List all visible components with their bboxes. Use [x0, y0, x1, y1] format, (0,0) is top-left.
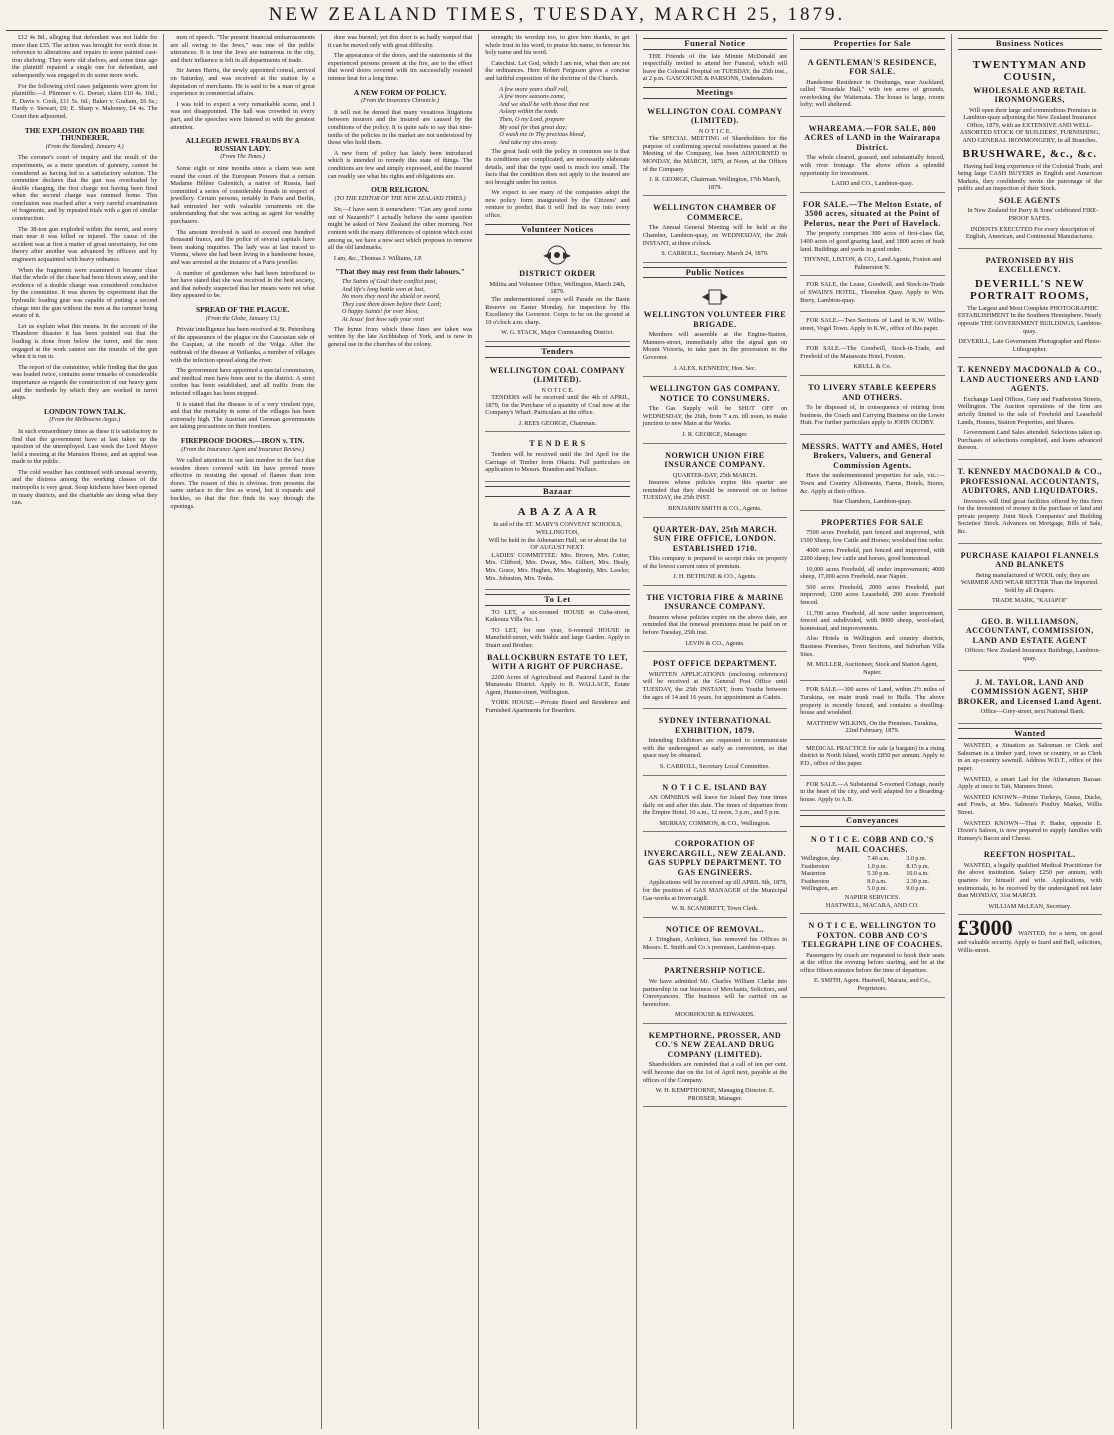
- table-cell: 7.40 a.m.: [867, 856, 890, 863]
- ad-body: 11,700 acres Freehold, all now under improvement, fenced and subdivided, with 8000 sheep, wool-shed, homestead, and improvements.: [800, 609, 945, 632]
- article-paragraph: We called attention in our last number to the fact that wooden doors covered with tin have proved more effective in resisting the spread of flames than iron doors. The reason of this is obvious. Iron presents the same surface to the fire as wood, but it expands and buckles, so that the fire finds its way through the openings.: [170, 457, 315, 510]
- exhibition-ad: [643, 711, 787, 775]
- medical-practice-ad: [800, 742, 944, 776]
- ad-body: 4000 acres Freehold, part fenced and improved, with 2200 sheep, few cattle and horses, good homestead.: [800, 547, 945, 562]
- poem-line: Then, O my Lord, prepare: [499, 115, 565, 123]
- table-cell: 5.30 p.m.: [867, 871, 890, 878]
- table-cell: Featherston: [801, 878, 830, 885]
- timber-tender-ad: [485, 434, 629, 481]
- ad-body: The undermentioned corps will Parade on the Basin Reserve on Easter Monday, for inspection by His Excellency the Governor. Corps to be on the ground at 10 o'clock a.m. sharp.: [485, 295, 630, 326]
- column-4: [478, 34, 635, 1429]
- ad-title: BALLOCKBURN ESTATE TO LET, WITH A RIGHT OF PURCHASE.: [487, 652, 628, 672]
- table-row: [800, 864, 944, 872]
- ad-title: N O T I C E. ISLAND BAY: [662, 782, 768, 792]
- article-headline: THE EXPLOSION ON BOARD THE THUNDERER.: [24, 125, 145, 143]
- ad-title: PROPERTIES FOR SALE: [821, 517, 924, 527]
- poem-line: Asleep within the tomb.: [499, 108, 559, 116]
- ad-title: CORPORATION OF INVERCARGILL, NEW ZEALAND. GAS SUPPLY DEPARTMENT. TO GAS ENGINEERS.: [643, 839, 787, 877]
- taylor-ad: [958, 673, 1102, 724]
- livery-ad: [800, 378, 944, 435]
- ad-signature: E. SMITH, Agent. Hastwell, Macara, and Co., Proprietors.: [814, 977, 931, 993]
- properties-list-ad: [800, 513, 944, 682]
- article-source: (From the Insurance Chronicle.): [360, 98, 440, 105]
- ad-body: Passengers by coach are requested to book their seats at the office the evening before starting, and be at the office fifteen minutes before the time of departure.: [800, 951, 945, 974]
- photographer-ad: [958, 251, 1102, 359]
- article-paragraph: The great fault with the policy in common use is that its conditions are complicated, are necessarily elaborate details, and that the type used is much too small. The facts that the condition does not apply to the insured are not brought under his notice.: [485, 148, 630, 186]
- ad-signature: HASTWELL, MACARA, AND CO.: [825, 901, 919, 909]
- article-paragraph: A new form of policy has lately been introduced which is intended to remedy this state of things. The conditions are few and simply expressed, and the insured can readily see what his rights and obligations are.: [327, 149, 473, 180]
- classified-ad: YORK HOUSE.—Private Board and Residence and Furnished Apartments for Boarders.: [485, 699, 630, 715]
- ad-body: INDENTS EXECUTED For every description of English, American, and Continental Manufactures.: [965, 225, 1095, 241]
- article-headline: ALLEGED JEWEL FRAUDS BY A RUSSIAN LADY.: [185, 136, 300, 153]
- article-paragraph: I was told to expect a very remarkable scene, and I was not disappointed. The hall was crowded in every part, and the speeches were listened to with the greatest attention.: [170, 100, 315, 131]
- ad-body: Will open their large and commodious Premises in Lambton-quay adjoining the New Zealand Insurance Office, 1879, with an EXTENSIVE AND WELL-ASSORTED STOCK OF BUILDERS', FURNISHING, AND GENERAL IRONMONGERY, In all Branches.: [959, 106, 1100, 144]
- article-source: (From the Globe, January 13.): [205, 315, 280, 322]
- column-1: [6, 34, 163, 1429]
- article-paragraph: It will not be denied that many vexatious litigations between insurers and the insured are caused by the conditions of the policy. It is quite safe to say that nine-tenths of the policies in the market are not understood by those who hold them.: [327, 108, 473, 147]
- ad-title: QUARTER-DAY, 25th MARCH. SUN FIRE OFFICE, LONDON. ESTABLISHED 1710.: [652, 524, 778, 553]
- section-header-conveyances: Conveyances: [800, 815, 944, 827]
- land-agents-ad: [958, 360, 1102, 460]
- ad-title: POST OFFICE DEPARTMENT.: [652, 659, 777, 669]
- money-wanted-ad: [958, 917, 1102, 954]
- williamson-ad: [958, 612, 1102, 671]
- article-paragraph: The report of the committee, while finding that the gun was loaded twice, contains some remarks of considerable importance as regards the construction of our heavy guns and the methods by which they are worked in turret ships.: [12, 363, 158, 402]
- ad-title: TO LIVERY STABLE KEEPERS AND OTHERS.: [808, 383, 937, 402]
- article-paragraph: door was burned; yet this door is as badly warped that it can be moved only with great difficulty.: [327, 34, 473, 49]
- ad-title: MESSRS. WATTY and AMES, Hotel Brokers, Valuers, and General Commission Agents.: [801, 441, 943, 470]
- poem: [485, 86, 629, 147]
- ad-signature: J. H. BETHUNE & CO., Agents.: [673, 573, 757, 581]
- article-headline: LONDON TOWN TALK.: [44, 406, 126, 416]
- property-ad: [800, 342, 944, 376]
- cottage-ad: [800, 778, 944, 812]
- classified-ad: WANTED, a Situation as Salesman or Clerk and Salesman in a timber yard, town or country, or as Clerk in an up-country sawmill. Address W.D.T., office of this paper.: [957, 742, 1102, 773]
- ad-title: N O T I C E. COBB AND CO.'S MAIL COACHES.: [810, 835, 934, 854]
- coal-tender-ad: [485, 361, 629, 433]
- poem-line: A few more years shall roll,: [499, 85, 569, 93]
- ad-body: FOR SALE, the Lease, Goodwill, and Stock-in-Trade of SWAIN'S HOTEL, Thorndon Quay. Apply to Wm. Berry, Lambton-quay.: [800, 281, 945, 304]
- table-cell: Wellington, dep.: [801, 856, 841, 863]
- ad-signature: MURRAY, COMMON, & CO., Wellington.: [659, 819, 771, 827]
- ad-body: FOR SALE.—The Goodwill, Stock-in-Trade, and Freehold of the Manawatu Hotel, Foxton.: [800, 345, 945, 360]
- ad-title: WELLINGTON GAS COMPANY. NOTICE TO CONSUMERS.: [649, 384, 781, 403]
- crest-icon: [485, 244, 629, 266]
- ad-signature: DEVERILL, Late Government Photographer and Photo-Lithographer.: [958, 338, 1102, 353]
- ad-body: WRITTEN APPLICATIONS (enclosing references) will be received at the General Post Office until TUESDAY, the 25th INSTANT, from Youths between the ages of 14 and 16 years, for appointment as Cadets.: [642, 670, 788, 701]
- table-cell: 8.0 a.m.: [867, 878, 887, 885]
- column-6: [793, 34, 950, 1429]
- ad-body: Have the undermentioned properties for sale, viz.:—Town and Country Allotments, Farms, Hotels, Stores, &c. Apply at their offices.: [800, 472, 945, 495]
- article-paragraph: Sir James Harris, the newly appointed consul, arrived on Saturday, and was received at the station by a deputation of merchants. He is said to be a man of great experience in commercial affairs.: [170, 67, 315, 98]
- ad-signature: J. R. GEORGE, Chairman. Wellington, 17th March, 1879.: [649, 176, 781, 191]
- ad-title: T E N D E R S: [529, 439, 586, 449]
- article-paragraph: The appearance of the doors, and the statements of the experienced persons present at the fire, are to the effect that wood doors covered with tin successfully resisted intense heat for a long time.: [327, 52, 473, 82]
- ad-body: 500 acres Freehold, 2000 acres Freehold, part improved; 1200 acres Leasehold, 200 acres Freehold fenced.: [800, 583, 945, 606]
- ad-signature: M. MULLER, Auctioneer, Stock and Station Agent, Napier.: [806, 661, 938, 676]
- ironmongers-ad: [958, 53, 1102, 249]
- ad-subtitle: NAPIER SERVICES.: [844, 894, 900, 901]
- article-source: (From the Standard, January 4.): [45, 143, 124, 150]
- insurance-ad: [643, 520, 787, 586]
- coach-timetable-ad: [800, 830, 944, 914]
- article-paragraph: The government have appointed a special commission, and medical men have been sent to the district. A strict cordon has been established, and all traffic from the infected villages has been stopped.: [170, 367, 315, 397]
- classified-ad: THE Friends of the late Minnie McDonald are respectfully invited to attend her Funeral, which will leave the Colonial Hospital on TUESDAY, the 25th inst., at 2 p.m. GASCOIGNE & PARSONS, Undertakers.: [642, 52, 788, 83]
- ad-title: REEFTON HOSPITAL.: [983, 850, 1076, 860]
- article-source: (From the Insurance Agent and Insurance Review.): [181, 446, 304, 453]
- ad-heading: DEVERILL'S NEW PORTRAIT ROOMS,: [970, 277, 1090, 302]
- section-header-bazaar: Bazaar: [485, 486, 629, 498]
- property-ad: [800, 314, 944, 340]
- section-header-volunteer: Volunteer Notices: [485, 224, 629, 236]
- ad-body: Shareholders are reminded that a call of ten per cent. will become due on the 1st of April next, payable at the offices of the Company.: [642, 1061, 788, 1084]
- column-3: [321, 34, 478, 1429]
- table-cell: 2.30 p.m.: [906, 878, 930, 885]
- ad-signature: THYNNE, LISTON, & CO., Land Agents, Foxton and Palmerston N.: [803, 256, 942, 271]
- article-headline: FIREPROOF DOORS.—IRON v. TIN.: [180, 435, 305, 445]
- article-signature: I am, &c., Thomas J. Williams, J.P.: [333, 254, 423, 262]
- ad-body: WANTED, a legally qualified Medical Practitioner for the above institution. Salary £250 per annum, with quarters for himself and wife. Applications, with testimonials, to be received by the undersigned not later than MONDAY, 31st MARCH.: [957, 861, 1102, 900]
- article-paragraph: Private intelligence has been received at St. Petersburg of the appearance of the plague on the Caucasian side of the Caspian, at the mouth of the Volga. After the outbreak of the disease at Vetlianka, a number of villages with the infection spread along the river.: [170, 326, 315, 364]
- bazaar-ad: [485, 500, 629, 590]
- gas-engineers-ad: [643, 834, 787, 917]
- ad-body: The SPECIAL MEETING of Shareholders for the purpose of confirming special resolutions passed at the Meeting of the Company, has been ADJOURNED to MONDAY, the MARCH, 1879, at Noon, at the Offices of the Company.: [642, 135, 788, 173]
- ad-subtitle: Will be held in the Athenæum Hall, on or about the 1st OF AUGUST NEXT.: [488, 536, 627, 552]
- ad-title: TWENTYMAN AND COUSIN,: [972, 58, 1087, 83]
- post-office-ad: [643, 654, 787, 709]
- ad-signature: W. B. SCANDRETT, Town Clerk.: [671, 905, 759, 913]
- insurance-ad: [643, 446, 787, 518]
- poem: [328, 278, 472, 324]
- property-ad: [800, 119, 944, 193]
- ad-signature: W. G. STACK, Major Commanding District.: [501, 329, 614, 337]
- table-row: [800, 871, 944, 879]
- ad-title: GEO. B. WILLIAMSON, ACCOUNTANT, COMMISSION, LAND AND ESTATE AGENT: [965, 616, 1094, 645]
- ad-body: 7500 acres Freehold, part fenced and improved, with 1500 Sheep, few Cattle and Horses; woolshed fine order.: [800, 529, 945, 544]
- district-order-ad: [485, 238, 629, 342]
- table-row: [800, 856, 944, 864]
- ad-title: WELLINGTON CHAMBER OF COMMERCE.: [653, 203, 777, 222]
- ad-subtitle: WHOLESALE AND RETAIL IRONMONGERS,: [973, 85, 1087, 105]
- ad-body: Insurers whose policies expire on the above date, are reminded that the renewal premiums must be paid on or before Tuesday, 25th inst.: [642, 613, 788, 637]
- ad-body: Government Land Sales attended. Selections taken up. Purchases of selections completed, and loans advanced thereon.: [957, 429, 1102, 452]
- article-paragraph: The hymn from which these lines are taken was written by the late Archbishop of York, and is now in general use in the churches of the colony.: [327, 325, 473, 348]
- ad-body: TENDERS will be received until the 4th of APRIL, 1879, for the Purchase of a quantity of Coal now at the Company's Wharf. Particulars at the office.: [485, 394, 630, 417]
- section-header-properties: Properties for Sale: [800, 38, 944, 50]
- ad-body: The property comprises 300 acres of first-class flat, 1400 acres of good grazing land, and 1800 acres of bush land. Buildings and yards in good order.: [800, 230, 945, 253]
- property-ad: [800, 195, 944, 276]
- ad-title: NORWICH UNION FIRE INSURANCE COMPANY.: [664, 450, 766, 470]
- column-5: [636, 34, 793, 1429]
- poem-line: And life's long battle won at last,: [341, 285, 425, 293]
- ad-body: Office—Grey-street, next National Bank.: [980, 708, 1085, 716]
- drug-company-ad: [643, 1026, 787, 1107]
- article-paragraph: £12 4s 8d., alleging that defendant was not liable for more than £35. The action was brought for work done in reference to alterations and repairs to some painted cast-iron shelving. They were old shelves, and some time ago the plaintiff repaired a single one for defendant, and subsequently was engaged to do some more work.: [12, 34, 158, 79]
- column-7: [951, 34, 1108, 1429]
- article-paragraph: Sir,—I have seen it somewhere: "Can any good come out of Nazareth?" I actually believe the same question might be asked of New Zealand the other morning. Not content with the many differences of opinion which exist among us, we have a new sect which proposes to remove all the old landmarks.: [327, 206, 473, 252]
- table-cell: 8.15 p.m.: [906, 863, 930, 870]
- article-paragraph: A number of gentlemen who had been introduced to her have stated that she was received in the best society, and that nobody suspected that her means were not what they appeared to be.: [170, 269, 315, 300]
- ad-title: WHAREAMA.—FOR SALE, 800 ACRES of LAND in the Wairarapa District.: [804, 123, 941, 152]
- classified-ad: WANTED, a smart Lad for the Athenæum Bazaar. Apply at once to Tait, Manners Street.: [957, 775, 1102, 791]
- article-paragraph: The amount involved is said to exceed one hundred thousand francs, and the police of several capitals have been making inquiries. The lady was at last traced to Vienna, where she had been living in a handsome house, and was arrested at the instance of a Paris jeweller.: [170, 228, 315, 267]
- crest-icon: [643, 287, 787, 307]
- ad-signature: Star Chambers, Lambton-quay.: [833, 498, 912, 506]
- meeting-ad: [643, 198, 787, 262]
- ad-body: Handsome Residence in Onehunga, near Auckland, called "Rosedale Hall," with ten acres of grounds, overlooking the Waitemata. The house is large, rooms lofty; well sheltered.: [800, 78, 945, 109]
- ad-signature: MOORHOUSE & EDWARDS.: [674, 1011, 755, 1019]
- trade-mark: TRADE MARK, "KAIAPOI": [991, 597, 1068, 605]
- article-paragraph: men of speech. "The present financial embarrassments are all owing to the Jews," was one of the public utterances. It is true the Jews are numerous in the city, and their influence is felt in all departments of trade.: [170, 34, 315, 64]
- table-cell: Wellington, arr.: [801, 886, 839, 893]
- money-amount: £3000: [957, 915, 1013, 941]
- ad-body: LADIES' COMMITTEE: Mrs. Brown, Mrs. Cotter, Mrs. Clifford, Mrs. Dwan, Mrs. Gilbert, Mrs. Healy, Mrs. Grace, Mrs. Hughes, Mrs. Maginnity, Mrs. Lawlor, Mrs. Johnston, Mrs. Tonks.: [485, 551, 630, 582]
- ad-signature: S. CARROLL, Secretary. March 24, 1879.: [661, 250, 769, 258]
- ad-body: FOR SALE.—300 acres of Land, within 2½ miles of Turakina, on main trunk road to Bulls. The above property is recently fenced, and contains a dwelling-house and woolshed.: [800, 686, 945, 717]
- fire-brigade-ad: [643, 281, 787, 377]
- poem-line: At Jesus' feet how safe your rest!: [341, 316, 425, 323]
- article-paragraph: For the following civil cases judgments were given for plaintiffs:—J. Plimmer v. G. Dorset, claim £10 4s. 10d.; E. Davis v. Cook, £11 5s. 6d.; Baker v. Graham, £6 6s.; Hardy v. Stewart, £9; E. Sharp v. Mahoney, £4 4s. The Court then adjourned.: [12, 82, 158, 120]
- article-source: (From The Times.): [220, 154, 265, 161]
- article-headline: OUR RELIGION.: [371, 185, 430, 195]
- brokers-ad: [800, 437, 944, 511]
- article-paragraph: We expect to see many of the companies adopt the new policy form inaugurated by the Citizens' and venture to predict that it will find its way into every office.: [485, 189, 630, 220]
- poem-line: A few more seasons come,: [499, 93, 566, 101]
- ad-title: WELLINGTON VOLUNTEER FIRE BRIGADE.: [643, 310, 787, 329]
- section-header-business: Business Notices: [958, 38, 1102, 50]
- ad-body: Offices: New Zealand Insurance Buildings, Lambton-quay.: [964, 647, 1101, 662]
- table-cell: 5.0 p.m.: [867, 886, 887, 893]
- section-header-funeral: Funeral Notice: [643, 38, 787, 50]
- table-row: [800, 879, 944, 887]
- section-header-public-notices: Public Notices: [643, 267, 787, 279]
- ad-title: KEMPTHORNE, PROSSER, AND CO.'S NEW ZEALAND DRUG COMPANY (LIMITED).: [648, 1030, 782, 1059]
- ad-body: Applications will be received up till APRIL 9th, 1879, for the position of GAS MANAGER of the Municipal Gas-works at Invercargill.: [642, 879, 788, 902]
- ad-body: Having had long experience of the Colonial Trade, and being large CASH BUYERS in English and American Markets, they confidently invite the patronage of the public and an inspection of their Stock.: [957, 162, 1102, 193]
- article-paragraph: The coroner's court of inquiry and the result of the experiments, as a mere question of gunnery, cannot be considered as having led to a satisfactory solution. The committee declares that the gun was overloaded by double charging, the first charge not having been fired when the second charge was rammed home. This conclusion was reached after a very careful examination of fragments, and by repeated trials with a gun of similar construction.: [12, 154, 158, 223]
- ad-signature: J. ALEX. KENNEDY, Hon. Sec.: [673, 364, 757, 372]
- poem-line: The Saints of God! their conflict past,: [341, 278, 437, 286]
- ad-signature: BENJAMIN SMITH & CO., Agents.: [668, 505, 762, 512]
- kaiapoi-ad: [958, 546, 1102, 610]
- classified-ad: WANTED KNOWN—Prime Turkeys, Geese, Ducks, and Fowls, at Mrs. Salmon's Poultry Market, Willis Street.: [957, 793, 1102, 816]
- poem-line: No more they need the shield or sword,: [341, 293, 441, 301]
- ad-signature: KRULL & Co.: [853, 363, 892, 371]
- table-cell: Masterton: [801, 871, 826, 878]
- gas-company-ad: [643, 379, 787, 443]
- ad-body: Members will assemble at the Engine-Station, Manners-street, immediately after the signal gun on Mount Victoria, to take part in the procession to the Governor.: [642, 331, 788, 362]
- ad-title: J. M. TAYLOR, LAND AND COMMISSION AGENT, SHIP BROKER, and Licensed Land Agent.: [957, 677, 1102, 706]
- ad-body: To be disposed of, in consequence of retiring from business, the Coach and Carrying Business on the Lower Hutt. For further particulars apply to JOHN OUDBY.: [800, 404, 945, 427]
- article-paragraph: Some eight or nine months since a claim was sent round the court of the European Powers that a certain Madame Hélène Gulenitch, a native of Russia, had committed a series of considerable frauds in respect of jewellery. Certain persons, notably in Paris and Berlin, had entrusted her with valuable ornaments on the understanding that she was acting as agent for wealthy purchasers.: [170, 164, 315, 226]
- ad-title: SYDNEY INTERNATIONAL EXHIBITION, 1879.: [658, 716, 772, 735]
- ad-body: 10,000 acres Freehold, all under improvement; 4000 sheep, 17,000 acres Freehold, near Napier.: [800, 565, 945, 581]
- article-paragraph: In such extraordinary times as these it is satisfactory to find that the government have at last taken up the question of the unemployed. Last week the Lord Mayor held a meeting at the Mansion House, and an appeal was made to the public.: [12, 427, 158, 466]
- article-paragraph: The 38-ton gun exploded within the turret, and every man near it was killed or injured. The cause of the accident was at first a matter of great uncertainty, for one theory after another was advanced by officers and by engineers acquainted with heavy ordnance.: [12, 225, 158, 264]
- ad-body: FOR SALE.—A Substantial 5-roomed Cottage, nearly in the heart of the city, and well adapted for a Boarding-house. Apply to A.B.: [800, 780, 945, 803]
- classified-ad: TO LET, for one year, 6-roomed HOUSE in Mansfield-street, with Stable and large Garden. Apply to Stuart and Brother.: [485, 626, 630, 650]
- ad-body: AN OMNIBUS will leave for Island Bay four times daily on and after this date. The times of departure from the Empire Hotel, 10 a.m., 12 noon, 3 p.m., and 5 p.m.: [642, 794, 788, 817]
- ad-signature: J. REES GEORGE, Chairman.: [518, 419, 597, 427]
- ad-signature: WILLIAM McLEAN, Secretary.: [988, 902, 1072, 910]
- ad-title: FOR SALE.—The Melton Estate, of 3500 acres, situated at the Point of Pelorus, near the Port of Havelock.: [802, 199, 942, 228]
- ad-title: DISTRICT ORDER: [519, 269, 596, 279]
- timetable: [800, 856, 944, 894]
- ad-body: Intending Exhibitors are requested to communicate with the undersigned as early as convenient, so that space may be obtained.: [642, 737, 788, 760]
- ad-body: This company is prepared to accept risks on property of the lowest current rates of premium.: [642, 555, 788, 570]
- article-paragraph: Catechist. Let God, which I am not, what then are not the ordinances. Here Robert Ferguson gives a concise and faithful exposition of the doctrine of the Church.: [485, 59, 630, 82]
- ad-signature: MATTHEW WILKINS, On the Premises. Turakina, 22nd February, 1879.: [806, 719, 938, 735]
- article-headline: A NEW FORM OF POLICY.: [353, 87, 447, 97]
- ad-body: Also Hotels in Wellington and country districts, Business Premises, Town Sections, and Suburban Villa Sites.: [800, 635, 945, 658]
- partnership-ad: [643, 961, 787, 1023]
- ad-title: T. KENNEDY MACDONALD & CO., LAND AUCTIONEERS AND LAND AGENTS.: [957, 365, 1102, 394]
- article-paragraph: It is stated that the disease is of a very virulent type, and that the mortality in some of the villages has been extremely high. The Austrian and German governments are taking precautions on their frontiers.: [170, 400, 315, 431]
- ad-body: MEDICAL PRACTICE for sale (a bargain) in a rising district in North Island, worth £850 per annum. Apply to P.D., office of this paper.: [800, 744, 945, 768]
- ad-body: WANTED, for a term, on good and valuable security. Apply to Izard and Bell, solicitors, Willis-street.: [957, 930, 1102, 955]
- table-cell: 3.0 p.m.: [906, 856, 927, 863]
- ad-body: The whole cleared, grassed, and substantially fenced, with river frontage. The above offers a splendid opportunity for investment.: [800, 154, 945, 177]
- poem-line: O happy Saints! for ever blest,: [341, 308, 419, 316]
- ad-body: Exchange Land Offices, Grey and Featherston Streets, Wellington. The Auction operations of the firm are strictly limited to the sale of Freehold and Leasehold Lands, Houses, Station Properties, and Shares.: [957, 395, 1102, 426]
- table-cell: 1.0 p.m.: [867, 863, 887, 870]
- table-cell: 9.0 p.m.: [906, 886, 927, 893]
- ad-signature: LADD and CO., Lambton-quay.: [831, 180, 914, 188]
- ad-title: THE VICTORIA FIRE & MARINE INSURANCE COMPANY.: [646, 592, 784, 612]
- table-cell: Featherston: [801, 863, 830, 870]
- masthead-title: NEW ZEALAND TIMES, TUESDAY, MARCH 25, 1879.: [268, 4, 846, 25]
- section-header-meetings: Meetings: [643, 87, 787, 99]
- insurance-ad: [643, 588, 787, 652]
- ad-body: Investors will find great facilities offered by this firm for the investment of money in the purchase of land and private property. Joint Stock Companies' and Building Societies' Stock. Advances on Mortgage, Bills of Sale, &c.: [957, 497, 1102, 535]
- poem-line: My soul for that great day;: [499, 123, 568, 131]
- property-ad: [800, 53, 944, 117]
- ad-heading: SOLE AGENTS: [999, 195, 1061, 205]
- article-headline: SPREAD OF THE PLAGUE.: [196, 305, 290, 314]
- classified-ad: WANTED KNOWN—That F. Bader, opposite E. Dixon's Saloon, is now prepared to supply families with Rumsey's Bacon and Cheese.: [957, 819, 1102, 842]
- article-paragraph: strength; its worship too, to give him thanks, to get whole trust in his word, to praise his name, to honour his holy name and his word.: [485, 34, 630, 57]
- ad-body: Insurers whose policies expire this quarter are reminded that they should be renewed on or before TUESDAY, the 25th INST.: [642, 479, 788, 502]
- ad-body: In New Zealand for Parry & Sons' celebrated FIRE-PROOF SAFES.: [967, 207, 1099, 223]
- poem-line: O wash me in Thy precious blood,: [499, 131, 586, 139]
- property-ad: [800, 683, 944, 740]
- ad-subtitle: In aid of the ST. MARY'S CONVENT SCHOOLS, WELLINGTON,: [493, 521, 622, 536]
- ad-body: J. Tringham, Architect, has removed his Offices to Messrs. E. Smith and Co.'s premises, Lambton-quay.: [642, 936, 788, 951]
- ad-title: WELLINGTON COAL COMPANY (LIMITED).: [489, 365, 626, 384]
- ad-body: The Gas Supply will be SHUT OFF on WEDNESDAY, the 26th, from 7 a.m. till noon, to make junction to new Main at the Works.: [642, 405, 788, 428]
- ad-title: T. KENNEDY MACDONALD & CO., PROFESSIONAL ACCOUNTANTS, AUDITORS, AND LIQUIDATORS.: [957, 467, 1102, 496]
- columns: [6, 34, 1108, 1429]
- ad-body: The Largest and Most Complete PHOTOGRAPHIC ESTABLISHMENT In the Southern Hemisphere. Nearly opposite THE GOVERNMENT BUILDINGS, Lambton-quay.: [957, 304, 1102, 335]
- section-header-to-let: To Let: [485, 594, 629, 606]
- article-paragraph: When the fragments were examined it became clear that the whole of the chase had been blown away, and the evidence of a double charge was considered conclusive by the committee. It was shown by experiment that the hydraulic loading gear was capable of putting a second charge into the gun without the men at the rammer being aware of it.: [12, 266, 158, 320]
- poem-line: And we shall be with those that rest: [499, 100, 589, 108]
- poem-headline: "That they may rest from their labours.": [335, 267, 465, 277]
- ad-title: PATRONISED BY HIS EXCELLENCY.: [985, 255, 1074, 275]
- classified-ad: 2200 Acres of Agricultural and Pastoral Land in the Manawatu District. Apply to R. WALLACE, Estate Agent, Hunter-street, Wellington.: [485, 673, 630, 696]
- ad-signature: W. H. KEMPTHORNE, Managing Director. E. PROSSER, Manager.: [655, 1087, 775, 1102]
- poem-line: And take my sins away.: [499, 138, 558, 146]
- ad-title: WELLINGTON COAL COMPANY (LIMITED).: [647, 106, 783, 126]
- article-source: (From the Melbourne Argus.): [49, 417, 121, 424]
- masthead-rule: [6, 30, 1108, 31]
- ad-heading: BRUSHWARE, &c., &c.: [962, 147, 1098, 160]
- ad-title: PURCHASE KAIAPOI FLANNELS AND BLANKETS: [960, 550, 1099, 569]
- ad-title: PARTNERSHIP NOTICE.: [664, 966, 766, 976]
- omnibus-ad: [643, 778, 787, 833]
- article-paragraph: Let us explain what this means. In the account of the Thunderer disaster it has been pointed out that the loading is done from below the turret, and the men engaged at the work cannot see the muzzle of the gun when it is run in.: [12, 322, 158, 361]
- accountants-ad: [958, 462, 1102, 543]
- ad-title: NOTICE OF REMOVAL.: [665, 924, 764, 934]
- ad-subtitle: Militia and Volunteer Office, Wellington, March 24th, 1879.: [489, 280, 626, 296]
- ad-body: Tenders will be received until the 3rd April for the Carriage of Timber from Ohariu. Full particulars on application to Messrs. Brandon and Wallace.: [485, 450, 630, 474]
- classified-ad: TO LET, a six-roomed HOUSE in Cuba-street, Kaikoura Villa No. 1.: [485, 608, 630, 624]
- article-paragraph: The cold weather has continued with unusual severity, and the distress among the working classes of the metropolis is very great. Soup kitchens have been opened in many districts, and the charitable are doing what they can.: [12, 468, 158, 507]
- ad-subtitle: N O T I C E.: [541, 386, 574, 394]
- poem-line: They cast them down before their Lord;: [341, 300, 442, 308]
- removal-ad: [643, 920, 787, 960]
- property-ad: [800, 278, 944, 312]
- ad-signature: LEVIN & CO., Agents.: [685, 639, 745, 647]
- ad-body: Being manufactured of WOOL only, they are WARMER AND WEAR BETTER Than the Imported. Sold by all Drapers.: [960, 571, 1099, 594]
- column-2: [163, 34, 320, 1429]
- foxton-coach-ad: [800, 916, 944, 997]
- ad-title: A GENTLEMAN'S RESIDENCE, FOR SALE.: [807, 57, 937, 77]
- ad-body: We have admitted Mr. Charles William Clarke into partnership in our business of Merchants, Solicitors, and Conveyancers. The business will be carried on as heretofore.: [642, 977, 788, 1008]
- ad-signature: S. CARROLL, Secretary Local Committee.: [659, 762, 770, 770]
- article-source: (TO THE EDITOR OF THE NEW ZEALAND TIMES.): [334, 195, 466, 202]
- section-header-tenders: Tenders: [485, 346, 629, 358]
- meeting-ad: [643, 102, 787, 197]
- section-header-wanted: Wanted: [958, 728, 1102, 740]
- ad-subtitle: QUARTER-DAY, 25th MARCH.: [672, 471, 758, 479]
- ad-body: The Annual General Meeting will be held at the Chamber, Lambton-quay, on WEDNESDAY, the 26th INSTANT, at three o'clock.: [642, 224, 788, 247]
- table-row: [800, 886, 944, 894]
- hospital-ad: [958, 845, 1102, 915]
- ad-title: A B A Z A A R: [517, 506, 598, 519]
- ad-subtitle: N O T I C E.: [698, 127, 732, 135]
- ad-body: FOR SALE.—Two Sections of Land in K.W. Willis-street, Vogel Town. Apply to K.W., office of this paper.: [800, 317, 945, 332]
- table-cell: 10.0 a.m.: [906, 871, 929, 878]
- ad-title: N O T I C E. WELLINGTON TO FOXTON. COBB AND CO'S TELEGRAPH LINE OF COACHES.: [801, 921, 943, 950]
- ad-signature: J. R. GEORGE, Manager.: [682, 431, 748, 439]
